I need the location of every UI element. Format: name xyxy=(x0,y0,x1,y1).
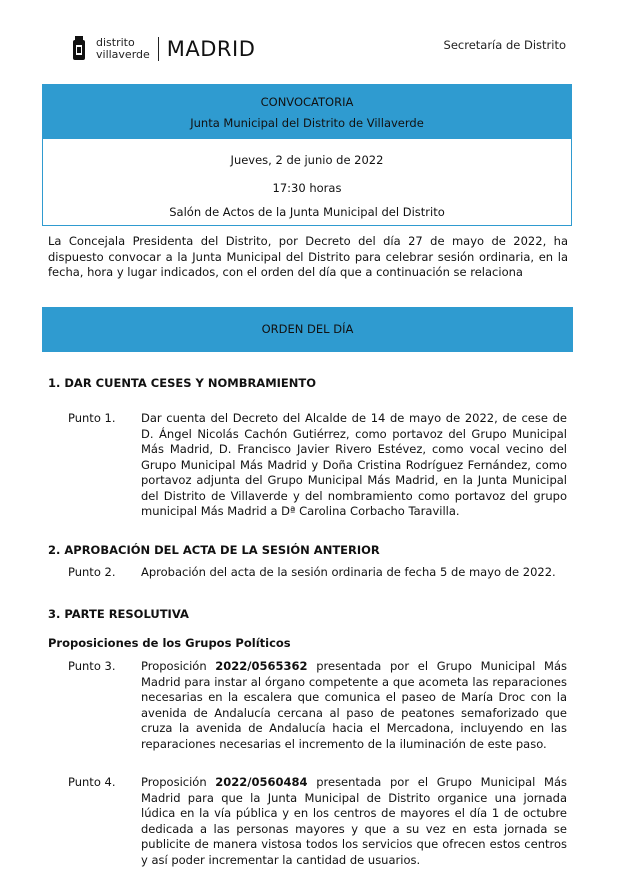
convocatoria-title: CONVOCATORIA xyxy=(260,95,354,109)
punto-1-text: Dar cuenta del Decreto del Alcalde de 14 de mayo de 2022, de cese de D. Ángel Nicolás Cachón Gutiérrez, como portavoz del Grupo Municipal Más Madrid, D. Francisco Javier Rivero Estévez, como vocal vecino del Grupo Municipal Más Madrid y Doña Cristina Rodríguez Fernández, como portavoz adjunta del Grupo Municipal Más Madrid, en la Junta Municipal del Distrito de Villaverde y del nombramiento como portavoz del grupo municipal Más Madrid a Dª Carolina Corbacho Taravilla. xyxy=(141,411,567,518)
convocatoria-box xyxy=(42,84,572,226)
section-1-title: 1. DAR CUENTA CESES Y NOMBRAMIENTO xyxy=(48,376,317,390)
convocatoria-header xyxy=(43,85,571,139)
district-name: distrito villaverde xyxy=(96,36,150,61)
section-3-title: 3. PARTE RESOLUTIVA xyxy=(48,607,189,621)
department-label: Secretaría de Distrito xyxy=(443,38,566,52)
punto-3-text: Proposición 2022/0565362 presentada por el Grupo Municipal Más Madrid para instar al órgano competente a que acometa las reparaciones necesarias en la escalera que comunica el paseo de María Droc con la avenida de Andalucía cercana al paso de peatones semaforizado que cruza la avenida de Andalucía hacia el Mercadona, incluyendo en las reparaciones necesarias el incremento de la iluminación de este paso. xyxy=(141,659,568,751)
madrid-logo xyxy=(72,36,255,62)
session-place: Salón de Actos de la Junta Municipal del Distrito xyxy=(169,205,445,219)
intro-paragraph: La Concejala Presidenta del Distrito, por Decreto del día 27 de mayo de 2022, ha dispuesto convocar a la Junta Municipal del Distrito para celebrar sesión ordinaria, en la fecha, hora y lugar indicados, con el orden del día que a continuación se relaciona xyxy=(48,234,568,279)
madrid-crest-icon xyxy=(72,36,86,62)
session-date: Jueves, 2 de junio de 2022 xyxy=(230,153,384,167)
proposiciones-subtitle: Proposiciones de los Grupos Políticos xyxy=(48,636,291,650)
punto-3-label: Punto 3. xyxy=(68,659,116,673)
punto-1-label: Punto 1. xyxy=(68,411,116,425)
section-2-title: 2. APROBACIÓN DEL ACTA DE LA SESIÓN ANTERIOR xyxy=(48,543,380,557)
orden-del-dia-header: ORDEN DEL DÍA xyxy=(42,307,573,352)
punto-4-text: Proposición 2022/0560484 presentada por el Grupo Municipal Más Madrid para que la Junta Municipal de Distrito organice una jornada lúdica en la vía pública y en los centros de mayores el día 1 de octubre dedicada a las personas mayores y que a su vez en esta jornada se publicite de manera vistosa todos los servicios que ofrecen estos centros y así poder incrementar la cantidad de usuarios. xyxy=(141,775,568,867)
punto-2-text: Aprobación del acta de la sesión ordinaria de fecha 5 de mayo de 2022. xyxy=(141,565,556,579)
city-name: MADRID xyxy=(166,37,256,61)
punto-4-number: 2022/0560484 xyxy=(215,775,308,789)
punto-2-label: Punto 2. xyxy=(68,565,116,579)
logo-divider xyxy=(158,37,159,61)
punto-3-number: 2022/0565362 xyxy=(215,659,308,673)
punto-4-label: Punto 4. xyxy=(68,775,116,789)
session-time: 17:30 horas xyxy=(272,181,342,195)
convocatoria-subtitle: Junta Municipal del Distrito de Villaverde xyxy=(190,116,424,130)
